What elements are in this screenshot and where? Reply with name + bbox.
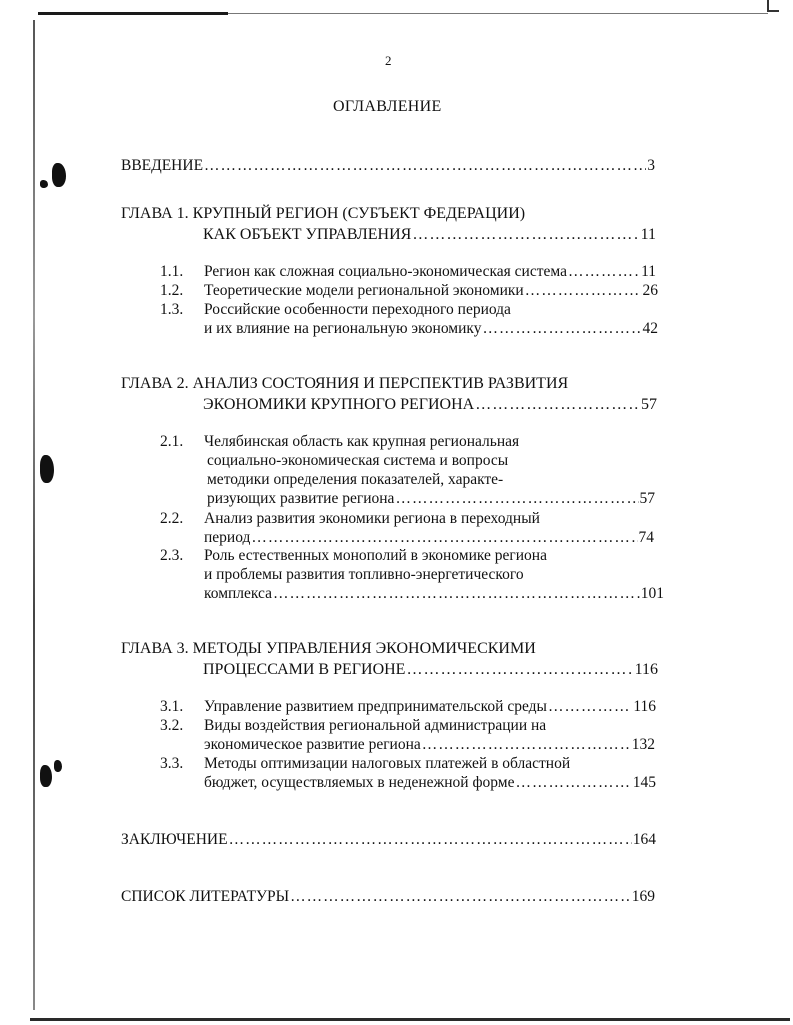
- section-number: 1.3.: [160, 301, 184, 318]
- scan-edge-bottom: [30, 1018, 790, 1021]
- dot-leader: [548, 698, 632, 716]
- scan-edge-top-thin: [228, 13, 768, 14]
- section-number: 1.1.: [160, 263, 184, 280]
- scan-corner-mark: [767, 0, 779, 12]
- toc-section-text: социально-экономическая система и вопросы: [207, 452, 509, 469]
- scan-edge-top: [38, 12, 228, 15]
- toc-entry-label: Управление развитием предпринимательской среды: [204, 698, 547, 715]
- toc-entry-label: ПРОЦЕССАМИ В РЕГИОНЕ: [203, 661, 406, 678]
- toc-section-3-3: [204, 774, 656, 792]
- toc-page-number: 132: [631, 736, 655, 753]
- toc-entry-label: Регион как сложная социально-экономическая система: [204, 263, 567, 280]
- toc-section-text: Роль естественных монополий в экономике региона: [204, 547, 547, 564]
- dot-leader: [251, 529, 637, 547]
- toc-page-number: 116: [633, 698, 656, 715]
- toc-section-text: Анализ развития экономики региона в переходный: [204, 510, 540, 527]
- toc-entry-label: экономическое развитие региона: [204, 736, 421, 753]
- section-number: 2.2.: [160, 510, 184, 527]
- scan-blot: [54, 760, 62, 772]
- toc-page-number: 164: [632, 831, 656, 848]
- chapter-2-heading: ГЛАВА 2. АНАЛИЗ СОСТОЯНИЯ И ПЕРСПЕКТИВ РАЗВИТИЯ: [121, 375, 569, 392]
- toc-entry-conclusion: [121, 831, 656, 849]
- scan-blot: [40, 455, 54, 483]
- page-title: ОГЛАВЛЕНИЕ: [333, 98, 442, 115]
- toc-entry-label: ризующих развитие региона: [207, 490, 395, 507]
- toc-page-number: 57: [641, 396, 657, 413]
- scan-edge-left: [33, 20, 35, 1010]
- toc-section-1-3: [204, 320, 658, 338]
- section-number: 3.1.: [160, 698, 184, 715]
- toc-section-text: Челябинская область как крупная региональная: [204, 433, 520, 450]
- toc-entry-intro: [121, 157, 655, 175]
- toc-section-2-2: [204, 529, 654, 547]
- toc-entry-references: [121, 888, 655, 906]
- toc-entry-label: КАК ОБЪЕКТ УПРАВЛЕНИЯ: [203, 226, 412, 243]
- toc-entry-label: ВВЕДЕНИЕ: [121, 157, 204, 174]
- dot-leader: [482, 320, 641, 338]
- page-number: 2: [385, 53, 392, 68]
- dot-leader: [515, 774, 631, 792]
- section-number: 3.3.: [160, 755, 184, 772]
- chapter-2-heading-line2: [203, 396, 657, 414]
- chapter-1-heading-line2: [203, 226, 656, 244]
- toc-entry-label: комплекса: [204, 585, 273, 602]
- section-number: 2.1.: [160, 433, 184, 450]
- toc-entry-label: СПИСОК ЛИТЕРАТУРЫ: [121, 888, 290, 905]
- dot-leader: [204, 157, 646, 175]
- toc-page-number: 11: [640, 226, 656, 243]
- toc-page-number: 42: [642, 320, 658, 337]
- dot-leader: [290, 888, 631, 906]
- dot-leader: [475, 396, 640, 414]
- scan-blot: [40, 180, 48, 188]
- toc-section-3-2: [204, 736, 655, 754]
- chapter-3-heading: ГЛАВА 3. МЕТОДЫ УПРАВЛЕНИЯ ЭКОНОМИЧЕСКИМИ: [121, 640, 536, 657]
- toc-page-number: 3: [647, 157, 655, 174]
- toc-section-text: Методы оптимизации налоговых платежей в областной: [204, 755, 571, 772]
- toc-page-number: 116: [634, 661, 658, 678]
- scan-blot: [52, 163, 66, 187]
- toc-entry-label: бюджет, осуществляемых в неденежной форме: [204, 774, 515, 791]
- toc-section-2-3: [204, 585, 664, 603]
- chapter-1-heading: ГЛАВА 1. КРУПНЫЙ РЕГИОН (СУБЪЕКТ ФЕДЕРАЦИИ): [121, 205, 526, 222]
- section-number: 1.2.: [160, 282, 184, 299]
- toc-page-number: 26: [642, 282, 658, 299]
- dot-leader: [525, 282, 642, 300]
- toc-entry-label: ЗАКЛЮЧЕНИЕ: [121, 831, 228, 848]
- chapter-3-heading-line2: [203, 661, 658, 679]
- toc-section-1-2: [204, 282, 658, 300]
- dot-leader: [568, 263, 640, 281]
- dot-leader: [406, 661, 633, 679]
- toc-section-text: Виды воздействия региональной администрации на: [204, 717, 547, 734]
- toc-page-number: 74: [638, 529, 654, 546]
- toc-section-3-1: [204, 698, 656, 716]
- toc-page-number: 145: [632, 774, 656, 791]
- toc-section-text: методики определения показателей, характе-: [207, 471, 504, 488]
- toc-section-text: Российские особенности переходного периода: [204, 301, 511, 318]
- toc-page-number: 57: [639, 490, 655, 507]
- toc-page-number: 169: [631, 888, 655, 905]
- toc-section-text: и проблемы развития топливно-энергетического: [204, 566, 524, 583]
- toc-entry-label: Теоретические модели региональной экономики: [204, 282, 524, 299]
- toc-page-number: 11: [641, 263, 656, 280]
- toc-entry-label: ЭКОНОМИКИ КРУПНОГО РЕГИОНА: [203, 396, 475, 413]
- toc-entry-label: и их влияние на региональную экономику: [204, 320, 482, 337]
- section-number: 3.2.: [160, 717, 184, 734]
- toc-section-1-1: [204, 263, 656, 281]
- dot-leader: [422, 736, 631, 754]
- scan-blot: [40, 765, 52, 787]
- dot-leader: [229, 831, 632, 849]
- dot-leader: [273, 585, 640, 603]
- section-number: 2.3.: [160, 547, 184, 564]
- toc-page-number: 101: [640, 585, 664, 602]
- toc-entry-label: период: [204, 529, 251, 546]
- toc-section-2-1: [207, 490, 655, 508]
- dot-leader: [412, 226, 639, 244]
- dot-leader: [395, 490, 638, 508]
